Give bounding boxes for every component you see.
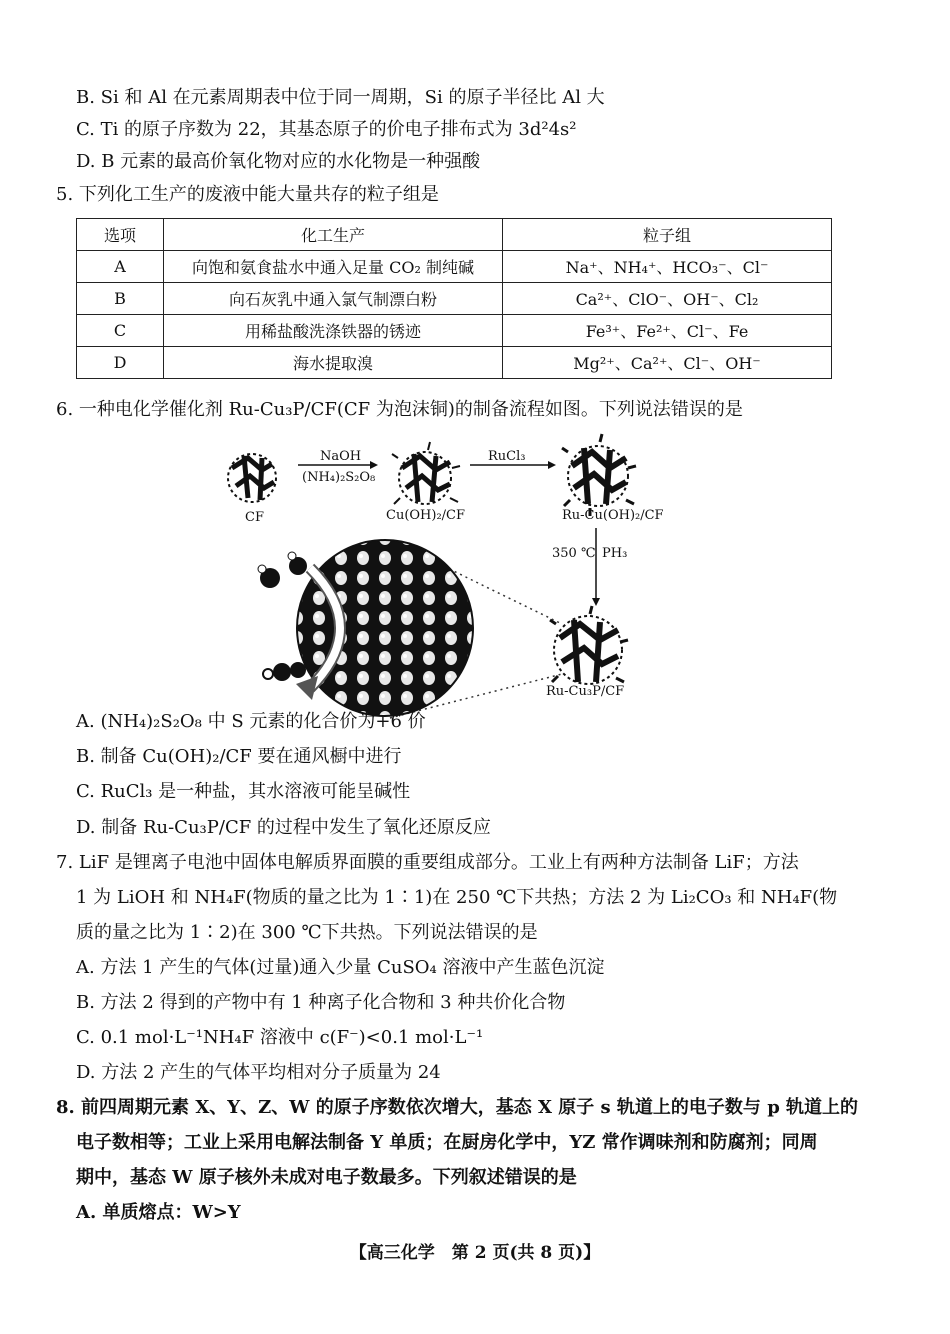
- q5-table: [76, 218, 832, 379]
- table-cell: 向饱和氨食盐水中通入足量 CO₂ 制纯碱: [164, 251, 503, 283]
- curved-arrow-head: [296, 676, 318, 700]
- cf-foam-icon: [228, 454, 276, 502]
- q7-option-b: B. 方法 2 得到的产物中有 1 种离子化合物和 3 种共价化合物: [76, 992, 566, 1013]
- table-cell: Mg²⁺、Ca²⁺、Cl⁻、OH⁻: [503, 347, 832, 379]
- table-header-cell: 选项: [77, 219, 164, 251]
- q8-stem-line-3: 期中，基态 W 原子核外未成对电子数最多。下列叙述错误的是: [76, 1167, 577, 1188]
- q7-stem-line-2: 1 为 LiOH 和 NH₄F(物质的量之比为 1∶1)在 250 ℃下共热；方法 2 为 Li₂CO₃ 和 NH₄F(物: [76, 887, 838, 908]
- q8-stem-line-2: 电子数相等；工业上采用电解法制备 Y 单质；在厨房化学中，YZ 常作调味剂和防腐剂；同周: [76, 1132, 818, 1153]
- label-rucl3: RuCl₃: [488, 449, 526, 464]
- q6-option-c: C. RuCl₃ 是一种盐，其水溶液可能呈碱性: [76, 781, 411, 802]
- table-header-cell: 粒子组: [503, 219, 832, 251]
- label-ph3: PH₃: [602, 546, 628, 561]
- q7-stem-line-3: 质的量之比为 1∶2)在 300 ℃下共热。下列说法错误的是: [76, 922, 538, 943]
- q8-option-a: A. 单质熔点：W>Y: [76, 1202, 241, 1223]
- arrow-2-head: [548, 461, 556, 469]
- table-row: [77, 315, 832, 347]
- final-foam-icon: [550, 606, 628, 684]
- table-header-row: [77, 219, 832, 251]
- rucuoh-foam-icon: [562, 434, 636, 516]
- table-cell: A: [77, 251, 164, 283]
- q4-option-d: D. B 元素的最高价氧化物对应的水化物是一种强酸: [76, 151, 481, 172]
- page-footer: 【高三化学 第 2 页(共 8 页)】: [349, 1243, 601, 1263]
- table-cell: 用稀盐酸洗涤铁器的锈迹: [164, 315, 503, 347]
- table-row: [77, 283, 832, 315]
- table-cell: 向石灰乳中通入氯气制漂白粉: [164, 283, 503, 315]
- q7-option-d: D. 方法 2 产生的气体平均相对分子质量为 24: [76, 1062, 441, 1083]
- table-cell: C: [77, 315, 164, 347]
- table-cell: Fe³⁺、Fe²⁺、Cl⁻、Fe: [503, 315, 832, 347]
- table-cell: 海水提取溴: [164, 347, 503, 379]
- q6-option-d: D. 制备 Ru-Cu₃P/CF 的过程中发生了氧化还原反应: [76, 817, 491, 838]
- label-rucuoh-cf: Ru-Cu(OH)₂/CF: [562, 508, 664, 523]
- arrow-1-head: [370, 461, 378, 469]
- table-cell: Na⁺、NH₄⁺、HCO₃⁻、Cl⁻: [503, 251, 832, 283]
- table-cell: Ca²⁺、ClO⁻、OH⁻、Cl₂: [503, 283, 832, 315]
- q6-stem: 6. 一种电化学催化剂 Ru-Cu₃P/CF(CF 为泡沫铜)的制备流程如图。下列说法错误的是: [56, 399, 743, 420]
- label-naoh: NaOH: [320, 449, 362, 464]
- table-row: [77, 251, 832, 283]
- q5-stem: 5. 下列化工生产的废液中能大量共存的粒子组是: [56, 184, 439, 205]
- table-row: [77, 347, 832, 379]
- q7-option-c: C. 0.1 mol·L⁻¹NH₄F 溶液中 c(F⁻)<0.1 mol·L⁻¹: [76, 1027, 484, 1048]
- q8-stem-line-1: 8. 前四周期元素 X、Y、Z、W 的原子序数依次增大，基态 X 原子 s 轨道上的电子数与 p 轨道上的: [56, 1097, 859, 1118]
- q4-option-b: B. Si 和 Al 在元素周期表中位于同一周期，Si 的原子半径比 Al 大: [76, 87, 605, 108]
- label-cuoh-cf: Cu(OH)₂/CF: [386, 508, 466, 523]
- label-nh4-s2o8: (NH₄)₂S₂O₈: [302, 470, 376, 485]
- q7-option-a: A. 方法 1 产生的气体(过量)通入少量 CuSO₄ 溶液中产生蓝色沉淀: [76, 957, 605, 978]
- q6-option-a: A. (NH₄)₂S₂O₈ 中 S 元素的化合价为+6 价: [76, 711, 426, 732]
- table-cell: D: [77, 347, 164, 379]
- q6-option-b: B. 制备 Cu(OH)₂/CF 要在通风橱中进行: [76, 746, 402, 767]
- label-ru-cu3p-cf: Ru-Cu₃P/CF: [546, 684, 625, 699]
- q7-stem-line-1: 7. LiF 是锂离子电池中固体电解质界面膜的重要组成部分。工业上有两种方法制备 LiF；方法: [56, 852, 799, 873]
- table-header-cell: 化工生产: [164, 219, 503, 251]
- q6-figure: [0, 428, 950, 748]
- table-cell: B: [77, 283, 164, 315]
- q4-option-c: C. Ti 的原子序数为 22，其基态原子的价电子排布式为 3d²4s²: [76, 119, 577, 140]
- arrow-3-head: [592, 598, 600, 606]
- cuoh-foam-icon: [392, 442, 460, 504]
- water-molecule-icon: [258, 552, 307, 588]
- label-350c: 350 ℃: [552, 546, 596, 561]
- magnified-view: [297, 540, 473, 716]
- gas-molecule-icon: [263, 662, 306, 681]
- label-cf: CF: [245, 510, 264, 525]
